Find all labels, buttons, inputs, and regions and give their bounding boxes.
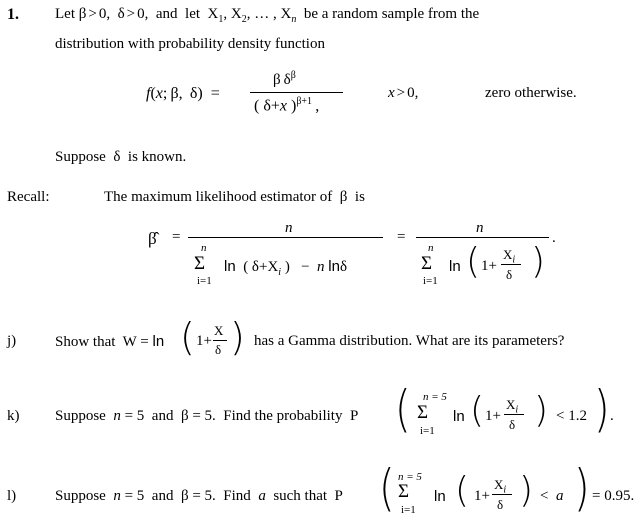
- fraction-bar-2: [416, 237, 549, 238]
- one-plus-2: 1+: [481, 258, 497, 274]
- pdf-lhs: f(x; β, δ) =: [146, 85, 220, 102]
- right-paren-2: ): [531, 241, 546, 282]
- part-k-cmp: < 1.2: [556, 408, 587, 424]
- part-k-ln: ln: [453, 408, 465, 425]
- xi-over-delta-num-2: $X_i$: [503, 247, 516, 266]
- part-l-outer-left-paren: (: [379, 459, 395, 517]
- part-k-xi: $X_i$: [506, 397, 519, 416]
- beta-hat: β̂: [148, 229, 157, 248]
- part-k-frac-bar: [504, 414, 524, 415]
- part-k-end: .: [610, 408, 614, 424]
- pdf-denominator: ( δ+x )$^{\beta+1}$ ,: [254, 96, 320, 115]
- part-k-sigma: Σ: [417, 402, 429, 423]
- recall-text: The maximum likelihood estimator of β is: [104, 189, 365, 205]
- problem-intro-line2: distribution with probability density function: [55, 36, 325, 52]
- problem-number: 1.: [7, 6, 19, 23]
- sum-bottom-1: i=1: [197, 275, 212, 287]
- known-statement: Suppose δ is known.: [55, 149, 187, 165]
- part-j-x: X: [214, 323, 224, 338]
- xi-over-delta-den-2: δ: [506, 267, 513, 282]
- equals-1: =: [172, 229, 181, 245]
- equals-2: =: [397, 229, 406, 245]
- part-l-outer-right-paren: ): [574, 459, 590, 517]
- part-l-one-plus: 1+: [474, 488, 490, 504]
- part-l-pre: Suppose n = 5 and β = 5. Find a such that P: [55, 488, 343, 504]
- part-k-label: k): [7, 408, 20, 424]
- part-l-sum-top: n = 5: [398, 471, 422, 483]
- part-k-pre: Suppose n = 5 and β = 5. Find the probability P: [55, 408, 359, 424]
- ln-2: ln: [449, 258, 461, 275]
- fraction-bar-1: [188, 237, 383, 238]
- part-l-left-paren: (: [455, 470, 470, 511]
- part-l-sum-bottom: i=1: [401, 504, 416, 516]
- part-k-delta: δ: [509, 417, 516, 432]
- part-k-sum-top: n = 5: [423, 391, 447, 403]
- recall-label: Recall:: [7, 189, 50, 205]
- part-j-right-paren: ): [230, 315, 245, 359]
- part-l-frac-bar: [492, 494, 512, 495]
- part-j-one-plus: 1+: [196, 333, 212, 349]
- part-j-pre: Show that W = ln: [55, 333, 165, 350]
- pdf-numerator: β $\delta^\beta$: [273, 70, 296, 88]
- pdf-condition: x > 0,: [388, 85, 419, 101]
- numerator-n-2: n: [476, 220, 484, 236]
- part-l-xi: $X_i$: [494, 477, 507, 496]
- xi-over-delta-bar-2: [501, 264, 521, 265]
- pdf-fraction-bar: [250, 92, 343, 93]
- numerator-n-1: n: [285, 220, 293, 236]
- sigma-2: Σ: [421, 253, 433, 274]
- part-l-right-paren: ): [519, 470, 534, 511]
- sum-top-2: n: [428, 242, 434, 254]
- part-k-right-paren: ): [534, 390, 549, 431]
- part-j-label: j): [7, 333, 17, 349]
- part-l-ln: ln: [434, 488, 446, 505]
- pdf-otherwise: zero otherwise.: [485, 85, 577, 101]
- part-j-delta: δ: [215, 342, 222, 357]
- part-k-one-plus: 1+: [485, 408, 501, 424]
- part-k-left-paren: (: [470, 390, 485, 431]
- problem-intro-line: Let β > 0, δ > 0, and let $X_1$, $X_2$, … , $X_n$ be a random sample from the: [55, 6, 480, 25]
- part-l-cmp: < a: [540, 488, 564, 504]
- part-j-frac-bar: [213, 340, 227, 341]
- sigma-1: Σ: [194, 253, 206, 274]
- left-paren-2: (: [466, 241, 481, 282]
- part-l-result: = 0.95.: [592, 488, 635, 504]
- sum-bottom-2: i=1: [423, 275, 438, 287]
- part-j-left-paren: (: [180, 315, 195, 359]
- part-k-sum-bottom: i=1: [420, 425, 435, 437]
- denominator-1: ln ( $\delta+X_i$ ) − n lnδ: [224, 258, 348, 278]
- part-l-sigma: Σ: [398, 481, 410, 502]
- recall-period: .: [552, 230, 556, 246]
- sum-top-1: n: [201, 242, 207, 254]
- part-l-label: l): [7, 488, 17, 504]
- part-k-outer-right-paren: ): [594, 380, 610, 438]
- part-j-post: has a Gamma distribution. What are its parameters?: [254, 333, 565, 349]
- part-k-outer-left-paren: (: [395, 380, 411, 438]
- part-l-delta: δ: [497, 497, 504, 512]
